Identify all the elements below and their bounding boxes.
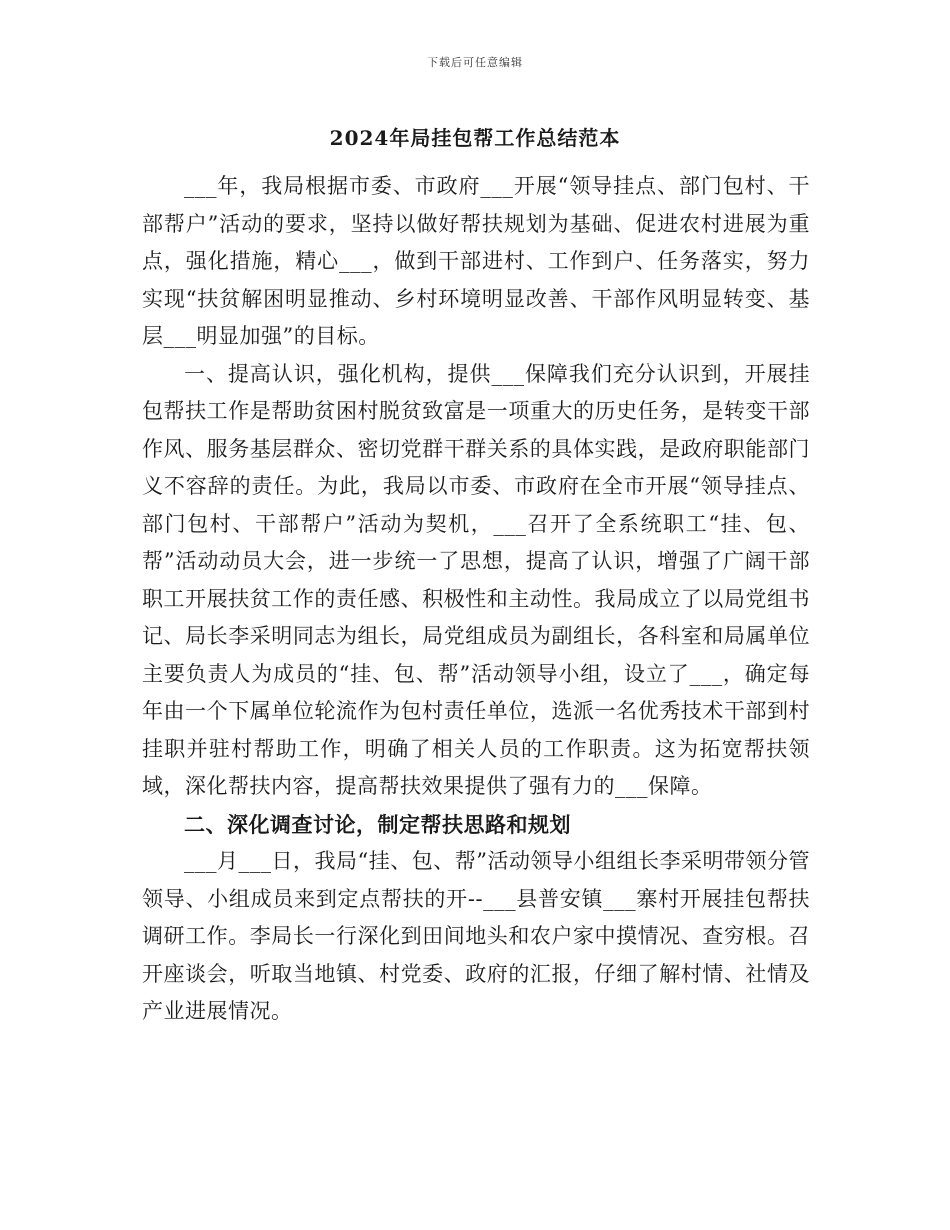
paragraph-section-2: ___月___日，我局“挂、包、帮”活动领导小组组长李采明带领分管领导、小组成员来到定点帮扶的开--___县普安镇___寨村开展挂包帮扶调研工作。李局长一行深化到田间地头和农户家中摸情况、查穷根。召开座谈会，听取当地镇、村党委、政府的汇报，仔细了解村情、社情及产业进展情况。 [142,849,810,1023]
paragraph-section-1: 一、提高认识，强化机构，提供___保障我们充分认识到，开展挂包帮扶工作是帮助贫困村脱贫致富是一项重大的历史任务，是转变干部作风、服务基层群众、密切党群干群关系的具体实践，是政府职能部门义不容辞的责任。为此，我局以市委、市政府在全市开展“领导挂点、部门包村、干部帮户”活动为契机，___召开了全系统职工“挂、包、帮”活动动员大会，进一步统一了思想，提高了认识，增强了广阔干部职工开展扶贫工作的责任感、积极性和主动性。我局成立了以局党组书记、局长李采明同志为组长，局党组成员为副组长，各科室和局属单位主要负责人为成员的“挂、包、帮”活动领导小组，设立了___，确定每年由一个下属单位轮流作为包村责任单位，选派一名优秀技术干部到村挂职并驻村帮助工作，明确了相关人员的工作职责。这为拓宽帮扶领域，深化帮扶内容，提高帮扶效果提供了强有力的___保障。 [142,361,810,798]
paragraph-intro: ___年，我局根据市委、市政府___开展“领导挂点、部门包村、干部帮户”活动的要求，坚持以做好帮扶规划为基础、促进农村进展为重点，强化措施，精心___，做到干部进村、工作到户、任务落实，努力实现“扶贫解困明显推动、乡村环境明显改善、干部作风明显转变、基层___明显加强”的目标。 [142,174,810,348]
section-heading-2: 二、深化调查讨论，制定帮扶思路和规划 [184,811,571,837]
header-note: 下载后可任意编辑 [427,56,523,69]
document-title: 2024年局挂包帮工作总结范本 [329,126,621,150]
document-body [142,168,810,1031]
